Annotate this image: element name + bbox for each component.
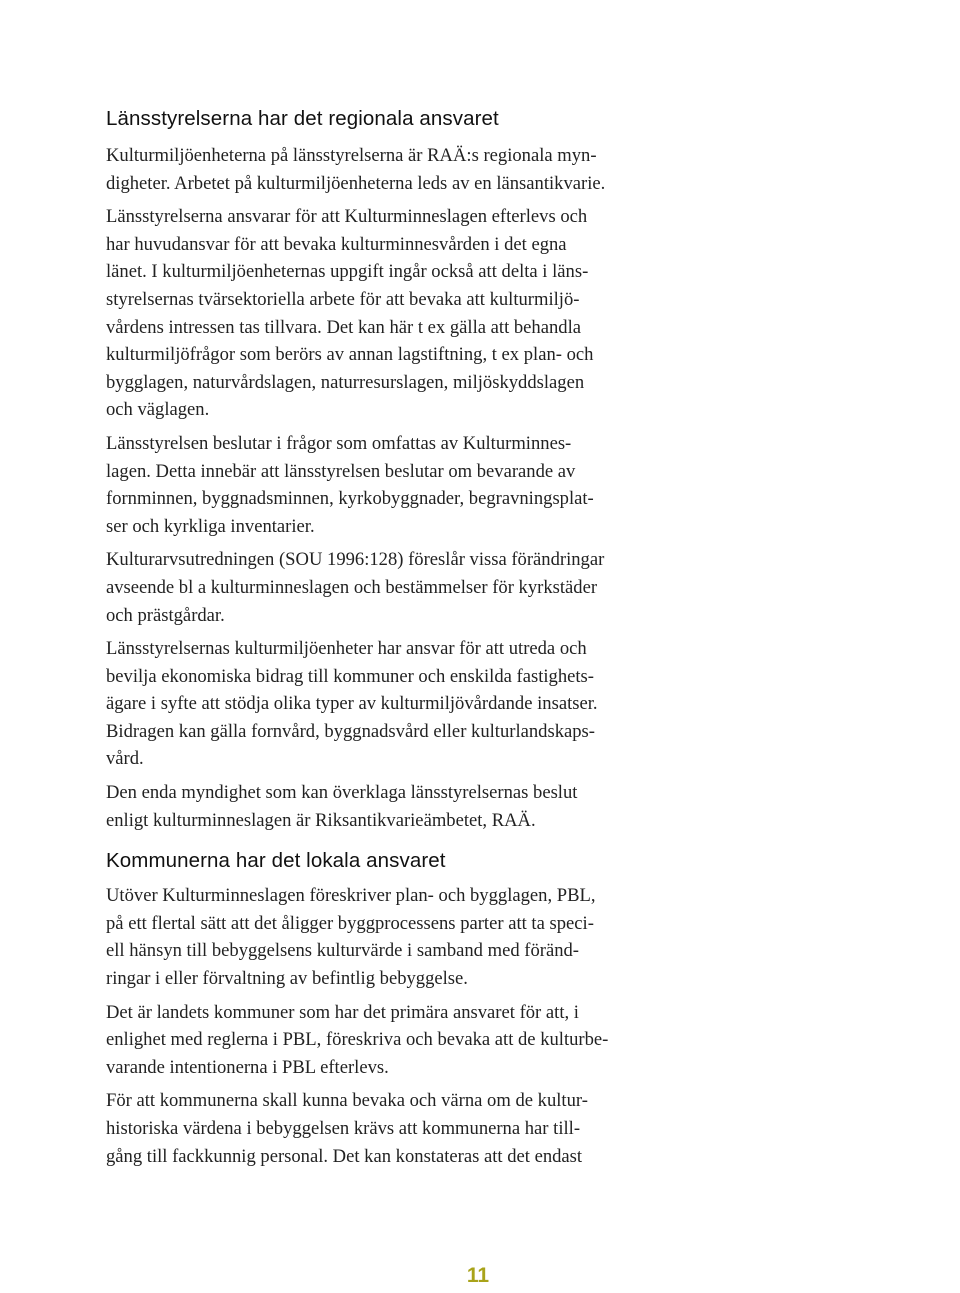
text-line: och prästgårdar. <box>106 604 225 626</box>
paragraph <box>106 1087 726 1170</box>
text-line: ägare i syfte att stödja olika typer av kulturmiljövårdande insatser. <box>106 693 598 715</box>
paragraph <box>106 546 726 629</box>
text-line: Kulturarvsutredningen (SOU 1996:128) föreslår vissa förändringar <box>106 549 605 571</box>
document-body <box>106 104 726 1176</box>
text-line: historiska värdena i bebyggelsen krävs att kommunerna har till- <box>106 1118 581 1139</box>
text-line: Kulturmiljöenheterna på länsstyrelserna är RAÄ:s regionala myn- <box>106 145 597 166</box>
paragraph <box>106 779 726 834</box>
text-line: Den enda myndighet som kan överklaga länsstyrelsernas beslut <box>106 782 578 804</box>
text-line: och väglagen. <box>106 399 210 421</box>
text-line: vårdens intressen tas tillvara. Det kan här t ex gälla att behandla <box>106 316 581 338</box>
text-line: Länsstyrelserna ansvarar för att Kulturminneslagen efterlevs och <box>106 206 588 228</box>
paragraph <box>106 999 726 1082</box>
text-line: kulturmiljöfrågor som berörs av annan lagstiftning, t ex plan- och <box>106 344 594 366</box>
text-line: har huvudansvar för att bevaka kulturminnesvården i det egna <box>106 233 567 255</box>
paragraph <box>106 635 726 773</box>
text-line: vård. <box>106 748 144 770</box>
text-line: digheter. Arbetet på kulturmiljöenheterna leds av en länsantikvarie. <box>106 172 606 194</box>
text-line: Bidragen kan gälla fornvård, byggnadsvård eller kulturlandskaps- <box>106 720 595 742</box>
text-line: För att kommunerna skall kunna bevaka och värna om de kultur- <box>106 1090 588 1112</box>
paragraph <box>106 142 726 197</box>
text-line: Utöver Kulturminneslagen föreskriver plan- och bygglagen, PBL, <box>106 885 596 907</box>
text-line: bygglagen, naturvårdslagen, naturresurslagen, miljöskyddslagen <box>106 371 585 393</box>
text-line: Länsstyrelsen beslutar i frågor som omfattas av Kulturminnes- <box>106 432 572 454</box>
text-line: varande intentionerna i PBL efterlevs. <box>106 1056 389 1078</box>
text-line: enlighet med reglerna i PBL, föreskriva och bevaka att de kulturbe- <box>106 1029 609 1051</box>
paragraph <box>106 203 726 424</box>
text-line: avseende bl a kulturminneslagen och bestämmelser för kyrkstäder <box>106 576 598 598</box>
text-line: lagen. Detta innebär att länsstyrelsen beslutar om bevarande av <box>106 460 576 482</box>
paragraph <box>106 430 726 540</box>
text-line: länet. I kulturmiljöenheternas uppgift ingår också att delta i läns- <box>106 261 589 283</box>
text-line: bevilja ekonomiska bidrag till kommuner och enskilda fastighets- <box>106 665 594 687</box>
text-line: ell hänsyn till bebyggelsens kulturvärde i samband med föränd- <box>106 940 579 962</box>
text-line: på ett flertal sätt att det åligger byggprocessens parter att ta speci- <box>106 912 594 934</box>
text-line: styrelsernas tvärsektoriella arbete för att bevaka att kulturmiljö- <box>106 288 580 310</box>
text-line: fornminnen, byggnadsminnen, kyrkobyggnader, begravningsplat- <box>106 488 594 510</box>
text-line: ser och kyrkliga inventarier. <box>106 515 315 537</box>
section-heading-local: Kommunerna har det lokala ansvaret <box>106 849 446 873</box>
page-number: 11 <box>466 1264 490 1287</box>
text-line: ringar i eller förvaltning av befintlig bebyggelse. <box>106 968 468 990</box>
text-line: enligt kulturminneslagen är Riksantikvarieämbetet, RAÄ. <box>106 809 536 831</box>
paragraph <box>106 882 726 992</box>
text-line: Länsstyrelsernas kulturmiljöenheter har ansvar för att utreda och <box>106 638 587 660</box>
section-heading-regional: Länsstyrelserna har det regionala ansvaret <box>106 107 499 130</box>
text-line: Det är landets kommuner som har det primära ansvaret för att, i <box>106 1001 579 1023</box>
text-line: gång till fackkunnig personal. Det kan konstateras att det endast <box>106 1145 583 1167</box>
